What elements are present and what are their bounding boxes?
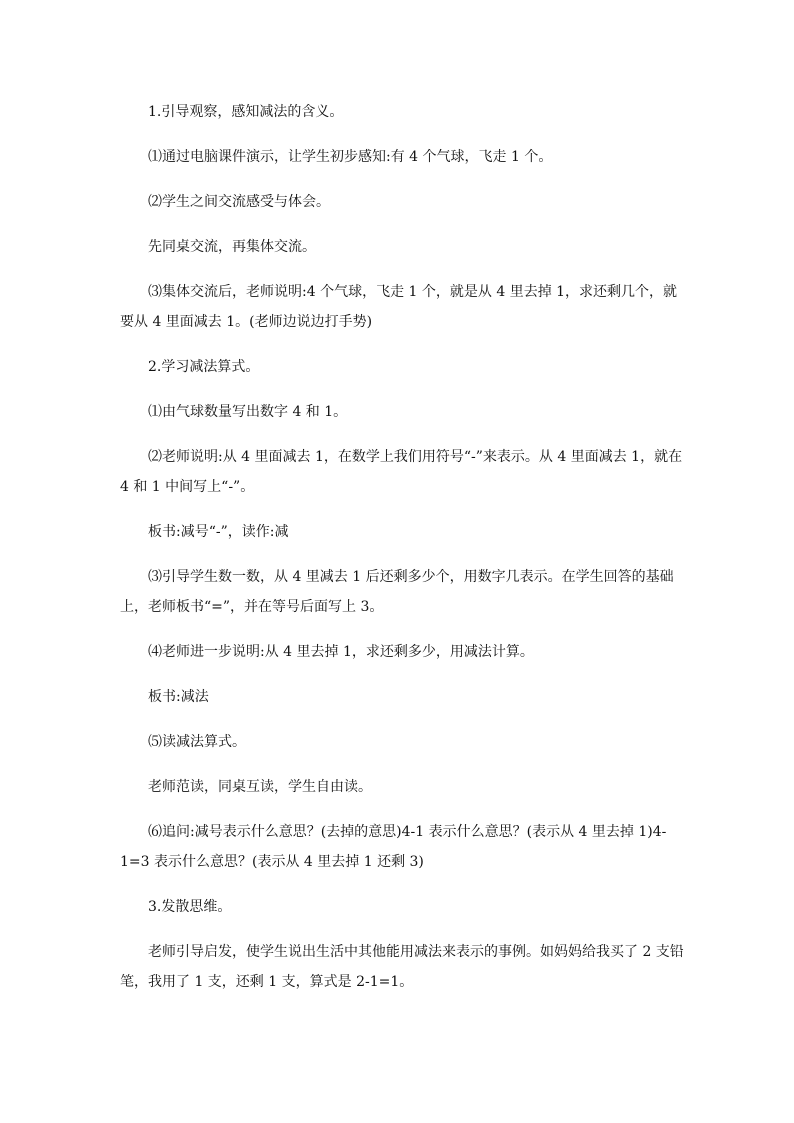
- section-heading-2: 2.学习减法算式。: [148, 359, 260, 375]
- section-heading-3: 3.发散思维。: [148, 899, 232, 915]
- paragraph-step-2-2: ⑵老师说明:从 4 里面减去 1，在数学上我们用符号“-”来表示。从 4 里面减去 1，就在 4 和 1 中间写上“-”。: [120, 449, 683, 495]
- section-heading-1: 1.引导观察，感知减法的含义。: [148, 104, 344, 120]
- paragraph-step-2-5: ⑸读减法算式。: [148, 734, 246, 750]
- paragraph-reading: 老师范读，同桌互读，学生自由读。: [148, 779, 372, 795]
- paragraph-step-2-4: ⑷老师进一步说明:从 4 里去掉 1，求还剩多少，用减法计算。: [148, 644, 534, 660]
- paragraph-step-2-6: ⑹追问:减号表示什么意思？(去掉的意思)4-1 表示什么意思？(表示从 4 里去掉 1)4-1=3 表示什么意思？(表示从 4 里去掉 1 还剩 3): [120, 824, 667, 870]
- paragraph-board-minus: 板书:减号“-”，读作:减: [148, 524, 289, 540]
- paragraph-step-2-3: ⑶引导学生数一数，从 4 里减去 1 后还剩多少个，用数字几表示。在学生回答的基础上，老师板书“=”，并在等号后面写上 3。: [120, 569, 674, 615]
- paragraph-divergent-thinking: 老师引导启发，使学生说出生活中其他能用减法来表示的事例。如妈妈给我买了 2 支铅笔，我用了 1 支，还剩 1 支，算式是 2-1=1。: [120, 944, 684, 990]
- paragraph-step-1-2: ⑵学生之间交流感受与体会。: [148, 194, 330, 210]
- paragraph-board-subtraction: 板书:减法: [148, 689, 209, 705]
- paragraph-step-1-3: ⑶集体交流后，老师说明:4 个气球，飞走 1 个，就是从 4 里去掉 1，求还剩几个，就要从 4 里面减去 1。(老师边说边打手势): [120, 284, 678, 330]
- paragraph-exchange: 先同桌交流，再集体交流。: [148, 239, 316, 255]
- paragraph-step-2-1: ⑴由气球数量写出数字 4 和 1。: [148, 404, 348, 420]
- paragraph-step-1-1: ⑴通过电脑课件演示，让学生初步感知:有 4 个气球，飞走 1 个。: [148, 149, 553, 165]
